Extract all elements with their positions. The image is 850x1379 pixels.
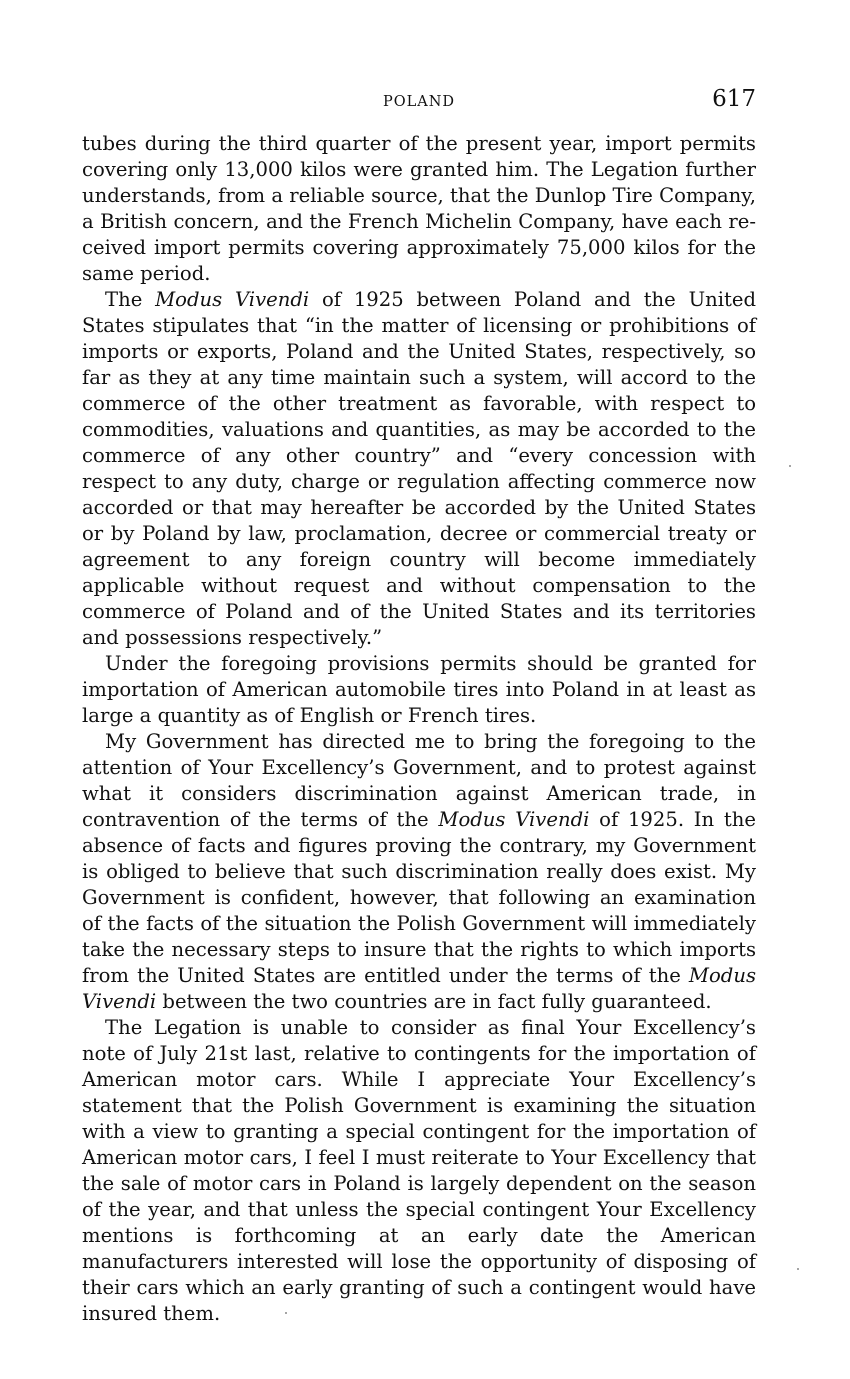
body-text <box>82 131 756 1327</box>
italic-title: Modus Vivendi <box>82 964 756 1013</box>
scan-speck <box>789 465 791 467</box>
text-run: The <box>105 288 156 311</box>
italic-title: Modus Vivendi <box>155 288 310 311</box>
text-run: of 1925. In the absence of facts and figures proving the contrary, my Government is obliged to believe that such discrimination really does exist. My Government is confident, however, that following an examination of the facts of the situation the Polish Government will immediately take the necessary steps to insure that the rights to which imports from the United States are entitled under the terms of the <box>82 808 756 987</box>
page-number: 617 <box>712 86 756 112</box>
scan-speck <box>797 1268 799 1270</box>
paragraph-protest <box>82 729 756 1015</box>
running-header <box>82 86 756 118</box>
scan-speck <box>285 1312 287 1314</box>
italic-title: Modus Vivendi <box>438 808 590 831</box>
text-run: My Government has directed me to bring the foregoing to the attention of Your Excellency’s Government, and to protest against what it considers discrimination against American trade, in contravention of the terms of the <box>82 730 756 831</box>
paragraph-permits: Under the foregoing provisions permits should be granted for importation of American automobile tires into Poland in at least as large a quantity as of English or French tires. <box>82 652 756 727</box>
running-title: POLAND <box>382 94 456 110</box>
paragraph-motor-cars: The Legation is unable to consider as final Your Excellency’s note of July 21st last, relative to contingents for the importation of American motor cars. While I appreciate Your Excellency’s statement that the Polish Government is examining the situation with a view to granting a special contingent for the importation of American motor cars, I feel I must reiterate to Your Excellency that the sale of motor cars in Poland is largely dependent on the season of the year, and that unless the special contingent Your Excellency mentions is forthcoming at an early date the American manufacturers interested will lose the opportunity of disposing of their cars which an early granting of such a contingent would have insured them. <box>82 1016 756 1325</box>
paragraph-continued: tubes during the third quarter of the present year, import permits covering only 13,000 kilos were granted him. The Legation further understands, from a reliable source, that the Dunlop Tire Company, a British concern, and the French Michelin Company, have each received import permits covering approximately 75,000 kilos for the same period. <box>82 132 756 285</box>
text-run: between the two countries are in fact fully guaranteed. <box>156 990 712 1013</box>
paragraph-modus-vivendi-provisions <box>82 287 756 651</box>
text-run: of 1925 between Poland and the United States stipulates that “in the matter of licensing or prohibitions of imports or exports, Poland and the United States, respectively, so far as they at any time maintain such a system, will accord to the commerce of the other treatment as favorable, with respect to commodities, valuations and quantities, as may be accorded to the commerce of any other country” and “every concession with respect to any duty, charge or regulation affecting commerce now accorded or that may hereafter be accorded by the United States or by Poland by law, proclamation, decree or commercial treaty or agreement to any foreign country will become immediately applicable without request and without compensation to the commerce of Poland and of the United States and its territories and possessions respectively.” <box>82 288 756 649</box>
